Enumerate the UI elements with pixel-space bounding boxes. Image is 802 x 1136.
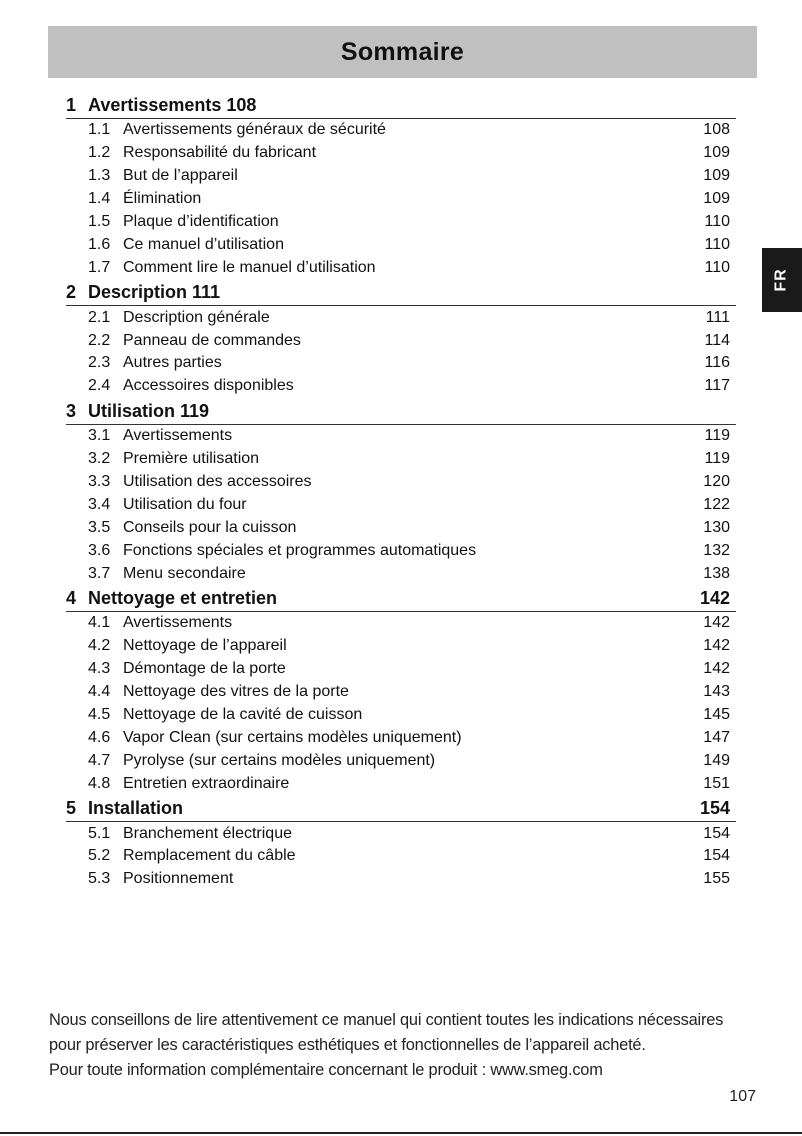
- toc-entry[interactable]: [66, 188, 736, 211]
- toc-entry-title: [88, 519, 296, 537]
- toc-section-title: [66, 401, 209, 422]
- toc-entry-number: 3.2: [88, 450, 111, 468]
- toc-entry-page: 130: [703, 518, 730, 536]
- toc-section: [66, 585, 736, 795]
- toc-entry-number: 5.2: [88, 847, 111, 865]
- toc-entry-page: 122: [703, 495, 730, 513]
- toc-entry-title: [88, 847, 296, 865]
- toc-section-number: 1: [66, 95, 77, 115]
- toc-entry[interactable]: [66, 425, 736, 448]
- toc-entry-page: 116: [704, 354, 730, 372]
- toc-entry-number: 1.6: [88, 235, 111, 253]
- toc-entry-title: [88, 542, 476, 560]
- toc-entry[interactable]: [66, 471, 736, 494]
- toc-entry-label: Nettoyage de l’appareil: [123, 637, 287, 655]
- toc-entry-label: Autres parties: [123, 354, 222, 372]
- toc-entry-label: Nettoyage des vitres de la porte: [123, 683, 349, 701]
- toc-entry-title: [88, 236, 284, 254]
- page-title: Sommaire: [340, 37, 465, 66]
- toc-entry-number: 3.4: [88, 495, 111, 513]
- table-of-contents: [66, 92, 736, 891]
- toc-entry-label: Utilisation des accessoires: [123, 473, 312, 491]
- toc-entry-title: [88, 309, 270, 327]
- toc-section-number: 5: [66, 798, 77, 819]
- toc-entry-label: Plaque d’identification: [123, 213, 279, 230]
- toc-entry-label: Accessoires disponibles: [123, 377, 294, 395]
- toc-entry-page: 119: [704, 427, 730, 445]
- toc-entry-label: Avertissements: [123, 614, 233, 632]
- title-bar: [48, 26, 757, 78]
- toc-entry-title: [88, 354, 222, 372]
- toc-entry[interactable]: [66, 375, 736, 398]
- toc-entry-number: 4.2: [88, 637, 111, 655]
- reading-note: [49, 1008, 759, 1083]
- toc-entry-page: 147: [703, 728, 730, 746]
- toc-section-label: Description 111: [88, 282, 221, 303]
- toc-entry-page: 108: [703, 121, 730, 139]
- toc-entry[interactable]: [66, 612, 736, 635]
- toc-entry[interactable]: [66, 211, 736, 234]
- toc-entry-title: [88, 683, 349, 701]
- toc-section: [66, 92, 736, 279]
- toc-entry[interactable]: [66, 822, 736, 845]
- toc-entry[interactable]: [66, 749, 736, 772]
- toc-entry-title: [88, 259, 376, 277]
- toc-entry-number: 3.3: [88, 473, 111, 491]
- toc-entry-number: 5.1: [88, 824, 111, 842]
- toc-entry-page: 114: [704, 331, 730, 349]
- toc-entry-page: 142: [703, 614, 730, 632]
- toc-entry-title: [88, 190, 201, 208]
- toc-entry-title: [88, 427, 232, 445]
- toc-entry-label: Responsabilité du fabricant: [123, 144, 317, 162]
- toc-entry-label: Utilisation du four: [123, 495, 247, 513]
- toc-entry-title: [88, 332, 301, 350]
- toc-entry-label: Élimination: [123, 190, 202, 208]
- toc-section-number: 4: [66, 588, 77, 609]
- toc-entry-title: [88, 167, 238, 185]
- toc-entry-number: 4.8: [88, 774, 111, 792]
- toc-entry[interactable]: [66, 704, 736, 727]
- toc-entry-label: Positionnement: [123, 870, 234, 888]
- toc-entry-title: [88, 660, 286, 678]
- toc-section-heading[interactable]: [66, 279, 736, 306]
- toc-entry-page: 143: [703, 683, 730, 701]
- toc-entry-title: [88, 729, 462, 747]
- toc-section-page: 154: [699, 798, 730, 819]
- toc-entry-page: 120: [703, 473, 730, 491]
- toc-entry-number: 2.1: [88, 308, 111, 326]
- toc-entry-number: 4.4: [88, 683, 111, 701]
- toc-entry-page: 142: [703, 660, 730, 678]
- toc-entry[interactable]: [66, 493, 736, 516]
- toc-entry-number: 3.5: [88, 518, 111, 536]
- toc-section-title: [66, 282, 220, 303]
- toc-entry[interactable]: [66, 772, 736, 795]
- toc-entry[interactable]: [66, 562, 736, 585]
- toc-entry-page: 110: [704, 213, 730, 230]
- toc-section-title: [66, 588, 277, 609]
- page-number: 107: [729, 1088, 756, 1105]
- toc-section-heading[interactable]: [66, 398, 736, 425]
- toc-entry-number: 4.3: [88, 660, 111, 678]
- toc-entry-number: 4.1: [88, 614, 111, 632]
- toc-entry-page: 110: [704, 235, 730, 253]
- toc-section-number: 3: [66, 400, 77, 421]
- toc-entry-title: [88, 825, 292, 843]
- toc-entry-title: [88, 614, 232, 632]
- toc-entry-label: Conseils pour la cuisson: [123, 518, 297, 536]
- toc-entry[interactable]: [66, 658, 736, 681]
- toc-entry-label: Remplacement du câble: [123, 847, 296, 865]
- toc-entry-page: 119: [704, 450, 730, 468]
- toc-section-title: [66, 95, 256, 116]
- note-line: pour préserver les caractéristiques esthétiques et fonctionnelles de l’appareil acheté.: [49, 1036, 646, 1054]
- toc-entry-title: [88, 450, 259, 468]
- toc-entry[interactable]: [66, 681, 736, 704]
- toc-section-label: Installation: [88, 798, 184, 819]
- note-line: Pour toute information complémentaire concernant le produit : www.smeg.com: [49, 1061, 603, 1079]
- toc-entry-number: 2.2: [88, 331, 111, 349]
- toc-entry-number: 4.6: [88, 728, 111, 746]
- toc-entry[interactable]: [66, 165, 736, 188]
- toc-entry-label: But de l’appareil: [123, 167, 238, 185]
- toc-entry-title: [88, 144, 316, 162]
- toc-entry[interactable]: [66, 635, 736, 658]
- toc-entry-title: [88, 565, 246, 583]
- toc-entry-title: [88, 775, 289, 793]
- toc-entry-title: [88, 213, 279, 231]
- toc-entry-label: Avertissements: [123, 427, 233, 445]
- toc-entry-number: 1.2: [88, 144, 111, 162]
- toc-entry[interactable]: [66, 448, 736, 471]
- toc-entry-label: Ce manuel d’utilisation: [123, 235, 284, 253]
- toc-entry-page: 142: [703, 637, 730, 655]
- toc-entry-number: 3.6: [88, 541, 111, 559]
- language-tab-label: FR: [772, 268, 790, 292]
- toc-entry-label: Première utilisation: [123, 450, 260, 468]
- toc-entry[interactable]: [66, 845, 736, 868]
- toc-entry-label: Comment lire le manuel d’utilisation: [123, 258, 376, 276]
- toc-section-label: Avertissements 108: [88, 95, 257, 115]
- toc-entry[interactable]: [66, 119, 736, 142]
- toc-section-page: 142: [699, 588, 730, 609]
- toc-section-number: 2: [66, 282, 77, 303]
- toc-entry[interactable]: [66, 726, 736, 749]
- toc-entry-title: [88, 637, 287, 655]
- toc-entry-number: 3.7: [88, 564, 111, 582]
- toc-section: [66, 279, 736, 398]
- toc-section-heading[interactable]: [66, 92, 736, 119]
- toc-entry-number: 1.7: [88, 258, 111, 276]
- toc-entry-page: 132: [703, 541, 730, 559]
- toc-entry-label: Menu secondaire: [123, 564, 246, 582]
- toc-entry-title: [88, 377, 294, 395]
- toc-entry-label: Nettoyage de la cavité de cuisson: [123, 706, 363, 724]
- toc-entry-page: 151: [703, 774, 730, 792]
- toc-entry-number: 2.4: [88, 377, 111, 395]
- toc-entry-label: Entretien extraordinaire: [123, 774, 290, 792]
- toc-entry[interactable]: [66, 329, 736, 352]
- toc-section-heading[interactable]: [66, 795, 736, 822]
- toc-entry[interactable]: [66, 306, 736, 329]
- bottom-rule: [0, 1132, 802, 1134]
- toc-entry-number: 1.1: [88, 121, 111, 139]
- toc-entry-page: 138: [703, 564, 730, 582]
- toc-entry[interactable]: [66, 233, 736, 256]
- toc-entry-page: 154: [703, 847, 730, 865]
- toc-entry-title: [88, 121, 386, 139]
- toc-entry-title: [88, 496, 247, 514]
- toc-entry-title: [88, 473, 312, 491]
- toc-entry-page: 154: [703, 824, 730, 842]
- language-tab: [762, 248, 802, 312]
- toc-section: [66, 795, 736, 891]
- toc-entry-title: [88, 752, 435, 770]
- toc-entry-label: Avertissements généraux de sécurité: [123, 121, 386, 139]
- note-line: Nous conseillons de lire attentivement ce manuel qui contient toutes les indications nécessaires: [49, 1011, 724, 1029]
- toc-entry-number: 1.4: [88, 190, 111, 208]
- toc-entry-page: 109: [703, 190, 730, 208]
- toc-entry-number: 4.5: [88, 706, 111, 724]
- toc-entry[interactable]: [66, 352, 736, 375]
- toc-entry-title: [88, 706, 362, 724]
- toc-section-title: [66, 798, 183, 819]
- toc-entry-label: Branchement électrique: [123, 824, 292, 842]
- toc-entry-page: 109: [703, 144, 730, 162]
- toc-section: [66, 398, 736, 585]
- toc-entry[interactable]: [66, 516, 736, 539]
- toc-section-heading[interactable]: [66, 585, 736, 612]
- toc-entry-label: Description générale: [123, 308, 270, 326]
- toc-entry-label: Panneau de commandes: [123, 331, 301, 349]
- toc-entry-number: 1.3: [88, 167, 111, 185]
- toc-entry-page: 145: [703, 706, 730, 724]
- toc-entry-page: 111: [705, 308, 730, 326]
- toc-section-label: Nettoyage et entretien: [88, 588, 278, 609]
- toc-entry-number: 1.5: [88, 213, 111, 230]
- toc-entry-page: 110: [704, 258, 730, 276]
- toc-entry-page: 117: [704, 377, 730, 395]
- toc-entry-page: 155: [703, 870, 730, 888]
- toc-entry-number: 3.1: [88, 427, 111, 445]
- toc-entry-title: [88, 870, 233, 888]
- toc-entry-label: Vapor Clean (sur certains modèles uniquement): [123, 728, 462, 746]
- toc-entry[interactable]: [66, 539, 736, 562]
- toc-entry-page: 109: [703, 167, 730, 185]
- toc-entry-label: Pyrolyse (sur certains modèles uniquement): [123, 751, 436, 769]
- toc-entry-label: Démontage de la porte: [123, 660, 286, 678]
- toc-entry[interactable]: [66, 142, 736, 165]
- toc-entry-number: 2.3: [88, 354, 111, 372]
- toc-entry-number: 5.3: [88, 870, 111, 888]
- toc-entry[interactable]: [66, 868, 736, 891]
- toc-entry-page: 149: [703, 751, 730, 769]
- toc-section-label: Utilisation 119: [88, 400, 210, 421]
- toc-entry[interactable]: [66, 256, 736, 279]
- toc-entry-number: 4.7: [88, 751, 111, 769]
- toc-entry-label: Fonctions spéciales et programmes automatiques: [123, 541, 477, 559]
